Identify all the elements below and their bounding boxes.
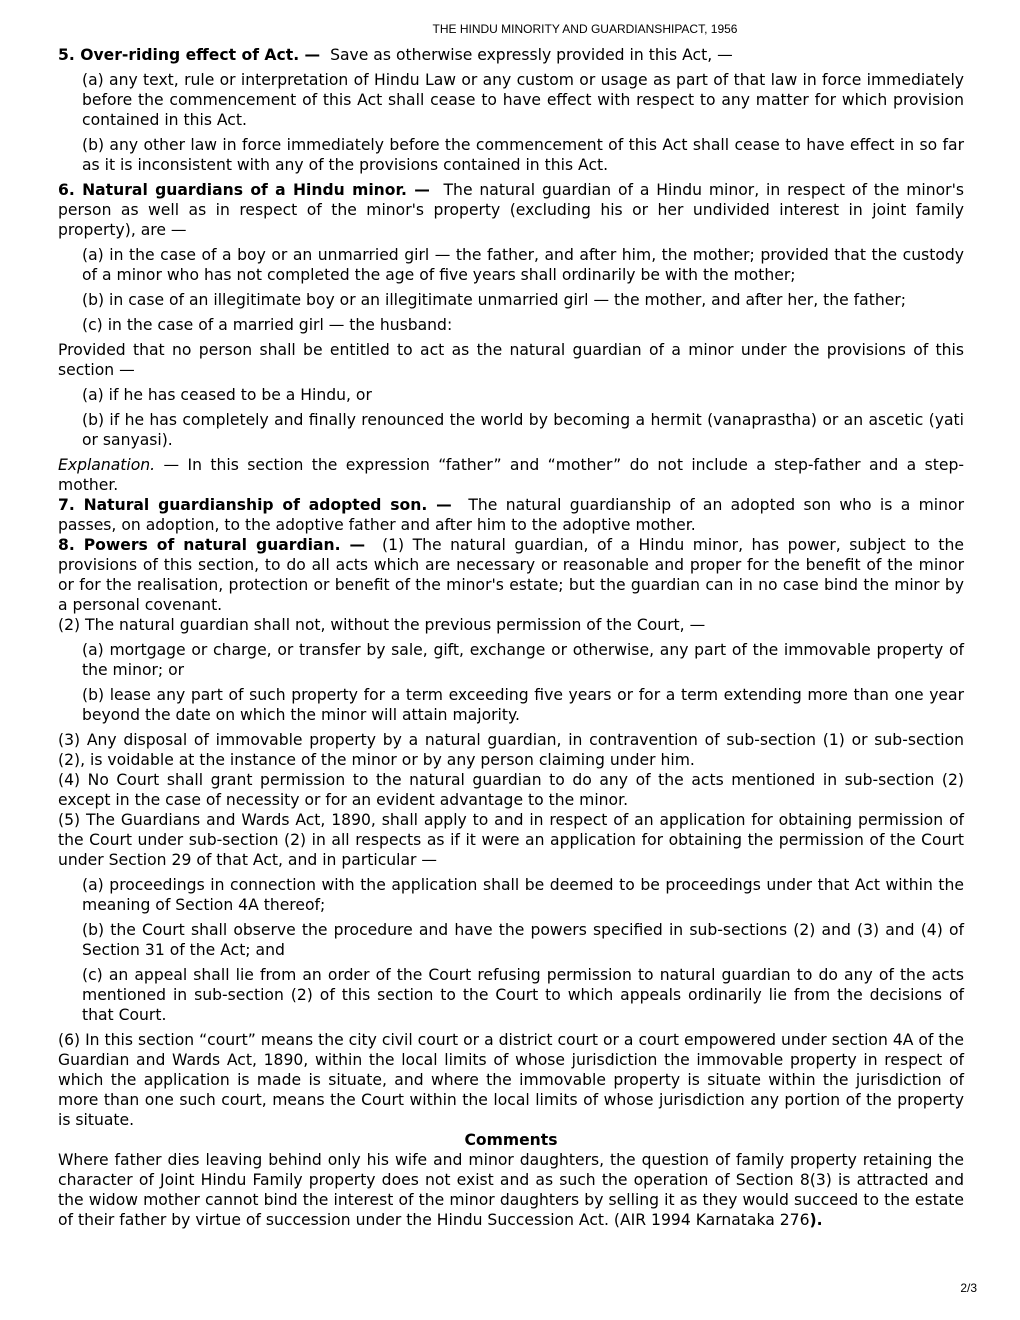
section-6 <box>58 180 964 240</box>
section-5-heading: 5. Over-riding effect of Act. — <box>58 46 321 64</box>
section-8-sub-5: (5) The Guardians and Wards Act, 1890, shall apply to and in respect of an application for obtaining permission of the Court under sub-section (2) in all respects as if it were an application for obtaining the permission of the Court under Section 29 of that Act, and in particular — <box>58 811 964 869</box>
section-6-heading: 6. Natural guardians of a Hindu minor. — <box>58 181 430 199</box>
section-8-sub-3: (3) Any disposal of immovable property by a natural guardian, in contravention of sub-section (1) or sub-section (2), is voidable at the instance of the minor or by any person claiming under him. <box>58 731 964 769</box>
section-8-heading: 8. Powers of natural guardian. — <box>58 536 366 554</box>
section-6-proviso-a: (a) if he has ceased to be a Hindu, or <box>82 386 372 404</box>
section-6-explanation <box>58 455 964 495</box>
section-8 <box>58 535 964 615</box>
section-7 <box>58 495 964 535</box>
comments-close: ). <box>809 1211 823 1229</box>
section-5-clause-a: (a) any text, rule or interpretation of Hindu Law or any custom or usage as part of that law in force immediately before the commencement of this Act shall cease to have effect with respect to any matter for which provision contained in this Act. <box>82 71 964 129</box>
comments-text <box>58 1150 964 1230</box>
section-6-proviso: Provided that no person shall be entitled to act as the natural guardian of a minor under the provisions of this section — <box>58 341 964 379</box>
section-8-sub-5-a: (a) proceedings in connection with the application shall be deemed to be proceedings under that Act within the meaning of Section 4A thereof; <box>82 876 964 914</box>
section-5-clause-b: (b) any other law in force immediately before the commencement of this Act shall cease to have effect in so far as it is inconsistent with any of the provisions contained in this Act. <box>82 136 964 174</box>
document-body <box>58 45 964 1230</box>
section-8-sub-5-b: (b) the Court shall observe the procedure and have the powers specified in sub-sections (2) and (3) and (4) of Section 31 of the Act; and <box>82 921 964 959</box>
explanation-text: — In this section the expression “father” and “mother” do not include a step-father and a step-mother. <box>58 456 964 494</box>
section-8-sub-2-a: (a) mortgage or charge, or transfer by sale, gift, exchange or otherwise, any part of the immovable property of the minor; or <box>82 641 964 679</box>
section-8-text: (1) The natural guardian, of a Hindu minor, has power, subject to the provisions of this section, to do all acts which are necessary or reasonable and proper for the benefit of the minor or for the realisation, protection or benefit of the minor's estate; but the guardian can in no case bind the minor by a personal covenant. <box>58 536 964 614</box>
page-number: 2/3 <box>960 1281 977 1295</box>
section-6-clause-c: (c) in the case of a married girl — the husband: <box>82 316 453 334</box>
section-6-clause-b: (b) in case of an illegitimate boy or an illegitimate unmarried girl — the mother, and after her, the father; <box>82 291 906 309</box>
comments-body: Where father dies leaving behind only his wife and minor daughters, the question of family property retaining the character of Joint Hindu Family property does not exist and as such the operation of Section 8(3) is attracted and the widow mother cannot bind the interest of the minor daughters by selling it as they would succeed to the estate of their father by virtue of succession under the Hindu Succession Act. (AIR 1994 Karnataka 276 <box>58 1151 964 1229</box>
explanation-label: Explanation. <box>58 456 156 474</box>
section-8-sub-5-c: (c) an appeal shall lie from an order of the Court refusing permission to natural guardian to do any of the acts mentioned in sub-section (2) of this section to the Court to which appeals ordinarily lie from the decisions of that Court. <box>82 966 964 1024</box>
section-5 <box>58 45 964 65</box>
running-header: THE HINDU MINORITY AND GUARDIANSHIPACT, 1956 <box>432 22 738 36</box>
section-6-proviso-b: (b) if he has completely and finally renounced the world by becoming a hermit (vanaprastha) or an ascetic (yati or sanyasi). <box>82 411 964 449</box>
section-7-heading: 7. Natural guardianship of adopted son. — <box>58 496 452 514</box>
section-8-sub-4: (4) No Court shall grant permission to the natural guardian to do any of the acts mentioned in sub-section (2) except in the case of necessity or for an evident advantage to the minor. <box>58 771 964 809</box>
section-8-sub-6: (6) In this section “court” means the city civil court or a district court or a court empowered under section 4A of the Guardian and Wards Act, 1890, within the local limits of whose jurisdiction the immovable property in respect of which the application is made is situate, and where the immovable property is situate within the jurisdiction of more than one such court, means the Court within the local limits of whose jurisdiction any portion of the property is situate. <box>58 1031 964 1129</box>
section-8-sub-2: (2) The natural guardian shall not, without the previous permission of the Court, — <box>58 616 706 634</box>
section-5-text: Save as otherwise expressly provided in this Act, — <box>330 46 733 64</box>
comments-title: Comments <box>464 1131 558 1149</box>
section-7-text: The natural guardianship of an adopted son who is a minor passes, on adoption, to the adoptive father and after him to the adoptive mother. <box>58 496 964 534</box>
section-6-clause-a: (a) in the case of a boy or an unmarried girl — the father, and after him, the mother; provided that the custody of a minor who has not completed the age of five years shall ordinarily be with the mother; <box>82 246 964 284</box>
section-6-text: The natural guardian of a Hindu minor, in respect of the minor's person as well as in respect of the minor's property (excluding his or her undivided interest in joint family property), are — <box>58 181 964 239</box>
section-8-sub-2-b: (b) lease any part of such property for a term exceeding five years or for a term extending more than one year beyond the date on which the minor will attain majority. <box>82 686 964 724</box>
